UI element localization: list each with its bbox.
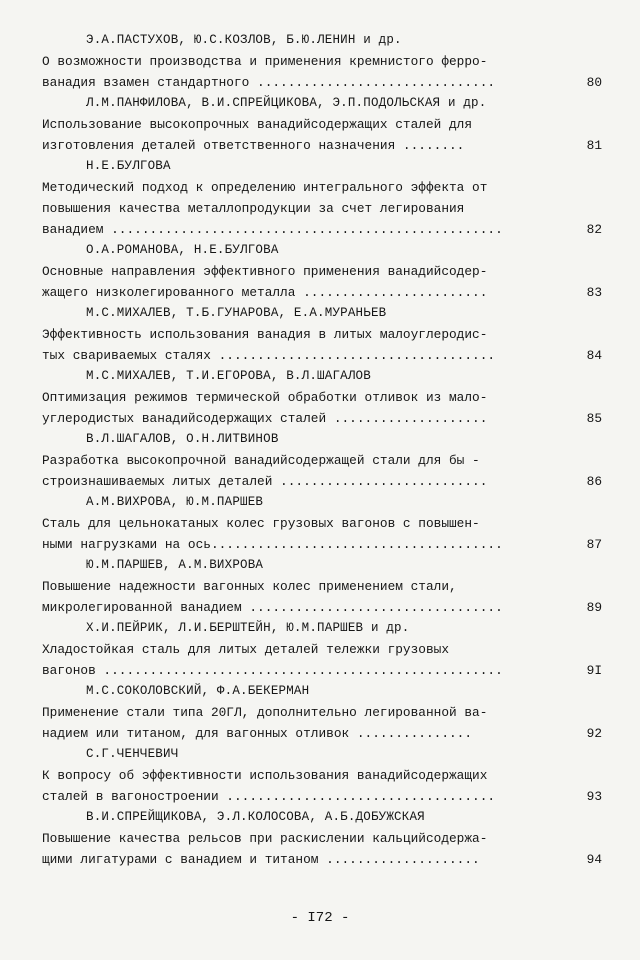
toc-entry-title-line: Разработка высокопрочной ванадийсодержащей стали для бы - bbox=[42, 453, 480, 468]
toc-entry-page-number: 89 bbox=[586, 600, 602, 615]
toc-entry-authors: Х.И.ПЕЙРИК, Л.И.БЕРШТЕЙН, Ю.М.ПАРШЕВ и др. bbox=[86, 621, 410, 635]
toc-entry-title-line: Повышение качества рельсов при раскислении кальцийсодержа- bbox=[42, 831, 488, 846]
toc-entry bbox=[42, 303, 602, 366]
toc-entry-authors: С.Г.ЧЕНЧЕВИЧ bbox=[86, 747, 179, 761]
toc-entry-authors: В.Л.ШАГАЛОВ, О.Н.ЛИТВИНОВ bbox=[86, 432, 279, 446]
toc-entry-page-number: 82 bbox=[586, 222, 602, 237]
toc-entry-title-line: надием или титаном, для вагонных отливок ............... bbox=[42, 726, 473, 741]
toc-entry bbox=[42, 366, 602, 429]
toc-entry-page-number: 80 bbox=[586, 75, 602, 90]
toc-entry-page-number: 85 bbox=[586, 411, 602, 426]
toc-entry-page-number: 86 bbox=[586, 474, 602, 489]
toc-entry-title-line: Основные направления эффективного применения ванадийсодер- bbox=[42, 264, 488, 279]
table-of-contents bbox=[42, 30, 602, 870]
toc-entry bbox=[42, 30, 602, 93]
toc-entry bbox=[42, 555, 602, 618]
toc-entry-title-line: ванадия взамен стандартного ............................... bbox=[42, 75, 496, 90]
toc-entry bbox=[42, 492, 602, 555]
toc-entry-authors: А.М.ВИХРОВА, Ю.М.ПАРШЕВ bbox=[86, 495, 264, 509]
toc-entry-title-line: Эффективность использования ванадия в литых малоуглеродис- bbox=[42, 327, 488, 342]
toc-entry-authors: М.С.МИХАЛЕВ, Т.Б.ГУНАРОВА, Е.А.МУРАНЬЕВ bbox=[86, 306, 387, 320]
toc-entry-authors: М.С.СОКОЛОВСКИЙ, Ф.А.БЕКЕРМАН bbox=[86, 684, 310, 698]
toc-entry-authors: Н.Е.БУЛГОВА bbox=[86, 159, 171, 173]
toc-entry-title-line: изготовления деталей ответственного назначения ........ bbox=[42, 138, 465, 153]
toc-entry bbox=[42, 681, 602, 744]
toc-entry bbox=[42, 240, 602, 303]
toc-entry-authors: Ю.М.ПАРШЕВ, А.М.ВИХРОВА bbox=[86, 558, 264, 572]
toc-entry-page-number: 83 bbox=[586, 285, 602, 300]
toc-entry-page-number: 93 bbox=[586, 789, 602, 804]
toc-entry-title-line: Хладостойкая сталь для литых деталей тележки грузовых bbox=[42, 642, 450, 657]
toc-entry-title-line: Использование высокопрочных ванадийсодержащих сталей для bbox=[42, 117, 473, 132]
toc-entry-authors: Л.М.ПАНФИЛОВА, В.И.СПРЕЙЦИКОВА, Э.П.ПОДОЛЬСКАЯ и др. bbox=[86, 96, 487, 110]
toc-entry-authors: М.С.МИХАЛЕВ, Т.И.ЕГОРОВА, В.Л.ШАГАЛОВ bbox=[86, 369, 371, 383]
toc-entry-title-line: повышения качества металлопродукции за счет легирования bbox=[42, 201, 465, 216]
toc-entry-authors: Э.А.ПАСТУХОВ, Ю.С.КОЗЛОВ, Б.Ю.ЛЕНИН и др. bbox=[86, 33, 402, 47]
toc-entry bbox=[42, 618, 602, 681]
toc-entry-title-line: Применение стали типа 20ГЛ, дополнительно легированной ва- bbox=[42, 705, 488, 720]
toc-entry bbox=[42, 156, 602, 240]
toc-entry-title-line: тых свариваемых сталях .................................... bbox=[42, 348, 496, 363]
toc-entry-page-number: 84 bbox=[586, 348, 602, 363]
toc-entry-page-number: 9I bbox=[586, 663, 602, 678]
toc-entry bbox=[42, 93, 602, 156]
toc-entry-title-line: Методический подход к определению интегрального эффекта от bbox=[42, 180, 488, 195]
toc-entry-title-line: вагонов .................................................... bbox=[42, 663, 503, 678]
toc-entry-title-line: щими лигатурами с ванадием и титаном .................... bbox=[42, 852, 480, 867]
toc-entry bbox=[42, 744, 602, 807]
toc-entry bbox=[42, 429, 602, 492]
toc-entry-title-line: ванадием ................................................... bbox=[42, 222, 503, 237]
toc-entry-title-line: микролегированной ванадием ................................. bbox=[42, 600, 503, 615]
toc-entry-title-line: жащего низколегированного металла ........................ bbox=[42, 285, 488, 300]
toc-entry-page-number: 87 bbox=[586, 537, 602, 552]
toc-entry-title-line: Сталь для цельнокатаных колес грузовых вагонов с повышен- bbox=[42, 516, 480, 531]
toc-entry-title-line: строизнашиваемых литых деталей ........................... bbox=[42, 474, 488, 489]
toc-entry bbox=[42, 807, 602, 870]
toc-entry-title-line: сталей в вагоностроении ................................... bbox=[42, 789, 496, 804]
toc-entry-title-line: О возможности производства и применения кремнистого ферро- bbox=[42, 54, 488, 69]
toc-entry-authors: В.И.СПРЕЙЩИКОВА, Э.Л.КОЛОСОВА, А.Б.ДОБУЖСКАЯ bbox=[86, 810, 425, 824]
page-number-footer: - I72 - bbox=[290, 910, 350, 926]
toc-entry-page-number: 92 bbox=[586, 726, 602, 741]
toc-entry-title-line: Оптимизация режимов термической обработки отливок из мало- bbox=[42, 390, 488, 405]
toc-entry-title-line: ными нагрузками на ось...................................... bbox=[42, 537, 503, 552]
toc-entry-authors: О.А.РОМАНОВА, Н.Е.БУЛГОВА bbox=[86, 243, 279, 257]
toc-entry-page-number: 94 bbox=[586, 852, 602, 867]
toc-entry-title-line: Повышение надежности вагонных колес применением стали, bbox=[42, 579, 457, 594]
toc-entry-title-line: углеродистых ванадийсодержащих сталей .................... bbox=[42, 411, 488, 426]
toc-entry-page-number: 81 bbox=[586, 138, 602, 153]
toc-entry-title-line: К вопросу об эффективности использования ванадийсодержащих bbox=[42, 768, 488, 783]
